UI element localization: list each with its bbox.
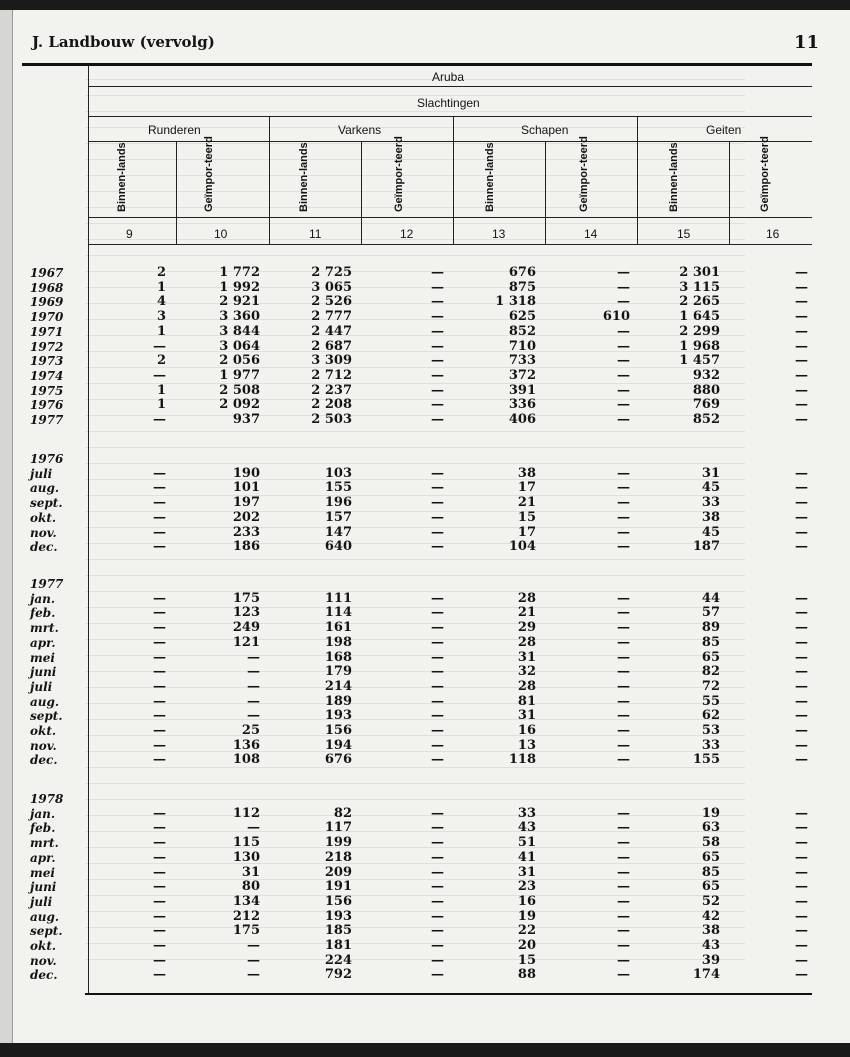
divider-sub-4 (729, 141, 730, 244)
col-15-values: 31 45 33 38 45 187 (692, 465, 720, 555)
col-16-values: — — — — — — — — — — — — (795, 590, 808, 768)
col-13-values: 33 43 51 41 31 23 16 19 22 20 15 88 (517, 805, 536, 983)
column-number: 11 (309, 227, 322, 241)
column-number: 12 (400, 227, 414, 241)
subhead-binnenlands: Binnen-lands (116, 142, 128, 212)
rule-under-subheads (88, 217, 812, 218)
divider-sub-1 (176, 141, 177, 244)
col-13-values: 28 21 29 28 31 32 28 81 31 16 13 118 (508, 590, 536, 768)
col-15-values: 19 63 58 65 85 65 52 42 38 43 39 174 (692, 805, 720, 983)
column-number: 13 (492, 227, 506, 241)
col-13-values: 676 875 1 318 625 852 710 733 372 391 336 406 (495, 265, 536, 428)
col-16-values: — — — — — — (795, 465, 808, 555)
column-number: 14 (584, 227, 598, 241)
subhead-geimporteerd: Geïmpor-teerd (203, 136, 215, 212)
divider-sub-2 (361, 141, 362, 244)
category-schapen: Schapen (521, 123, 569, 137)
column-number: 10 (214, 227, 228, 241)
subhead-binnenlands: Binnen-lands (668, 142, 680, 212)
col-14-values: — — — — — — (617, 465, 630, 555)
rule-under-colnumbers (88, 244, 812, 245)
col-15-values: 2 301 3 115 2 265 1 645 2 299 1 968 1 457 932 880 769 852 (679, 265, 720, 428)
col-10-values: 1 772 1 992 2 921 3 360 3 844 3 064 2 056 1 977 2 508 2 092 937 (219, 265, 260, 428)
bleed-through-texture (85, 60, 745, 960)
col-11-values: 103 155 196 157 147 640 (324, 465, 352, 555)
category-varkens: Varkens (338, 123, 382, 137)
section-title: J. Landbouw (vervolg) (32, 33, 215, 51)
scan-border-top (0, 0, 850, 10)
col-9-values: — — — — — — (153, 465, 166, 555)
col-12-values: — — — — — — — — — — — (431, 265, 444, 428)
category-geiten: Geiten (706, 123, 742, 137)
col-10-values: 190 101 197 202 233 186 (232, 465, 260, 555)
table-bottom-rule (85, 993, 812, 995)
row-labels-1977: 1977 jan. feb. mrt. apr. mei juni juli aug. sept. okt. nov. dec. (30, 577, 64, 768)
col-14-values: — — — — — — — — — — — — (617, 590, 630, 768)
subhead-geimporteerd: Geïmpor-teerd (759, 136, 771, 212)
column-number: 16 (766, 227, 780, 241)
col-14-values: — — — 610 — — — — — — — (602, 265, 630, 428)
col-15-values: 44 57 89 85 65 82 72 55 62 53 33 155 (692, 590, 720, 768)
category-runderen: Runderen (148, 123, 201, 137)
rule-under-categories (88, 141, 812, 142)
table-left-border (88, 66, 89, 993)
subhead-geimporteerd: Geïmpor-teerd (393, 136, 405, 212)
scan-border-bottom (0, 1043, 850, 1057)
rule-under-group (88, 116, 812, 117)
divider-cat-1 (269, 116, 270, 244)
subhead-binnenlands: Binnen-lands (484, 142, 496, 212)
col-11-values: 82 117 199 218 209 191 156 193 185 181 224 792 (324, 805, 352, 983)
col-9-values: — — — — — — — — — — — — (153, 805, 166, 983)
subhead-binnenlands: Binnen-lands (298, 142, 310, 212)
divider-sub-3 (545, 141, 546, 244)
col-10-values: 112 — 115 130 31 80 134 212 175 — — — (232, 805, 260, 983)
col-12-values: — — — — — — — — — — — — (431, 805, 444, 983)
col-12-values: — — — — — — (431, 465, 444, 555)
region-heading: Aruba (432, 70, 465, 84)
col-11-values: 111 114 161 198 168 179 214 189 193 156 194 676 (324, 590, 352, 768)
column-number: 15 (677, 227, 691, 241)
divider-cat-3 (637, 116, 638, 244)
col-10-values: 175 123 249 121 — — — — — 25 136 108 (232, 590, 260, 768)
col-14-values: — — — — — — — — — — — — (617, 805, 630, 983)
column-number: 9 (126, 227, 133, 241)
col-13-values: 38 17 21 15 17 104 (508, 465, 536, 555)
row-labels-years: 1967 1968 1969 1970 1971 1972 1973 1974 1975 1976 1977 (30, 266, 64, 428)
header-rule (22, 63, 812, 66)
col-16-values: — — — — — — — — — — — — (795, 805, 808, 983)
adjacent-page-edge (0, 10, 13, 1043)
rule-under-region (88, 86, 812, 87)
col-11-values: 2 725 3 065 2 526 2 777 2 447 2 687 3 309 2 712 2 237 2 208 2 503 (311, 265, 352, 428)
col-16-values: — — — — — — — — — — — (795, 265, 808, 428)
subhead-geimporteerd: Geïmpor-teerd (578, 136, 590, 212)
row-labels-1978: 1978 jan. feb. mrt. apr. mei juni juli aug. sept. okt. nov. dec. (30, 792, 64, 983)
group-heading: Slachtingen (417, 96, 480, 110)
col-9-values: — — — — — — — — — — — — (153, 590, 166, 768)
row-labels-1976: 1976 juli aug. sept. okt. nov. dec. (30, 452, 64, 555)
page-number: 11 (794, 32, 820, 53)
col-12-values: — — — — — — — — — — — — (431, 590, 444, 768)
divider-cat-2 (453, 116, 454, 244)
col-9-values: 2 1 4 3 1 — 2 — 1 1 — (153, 265, 166, 428)
